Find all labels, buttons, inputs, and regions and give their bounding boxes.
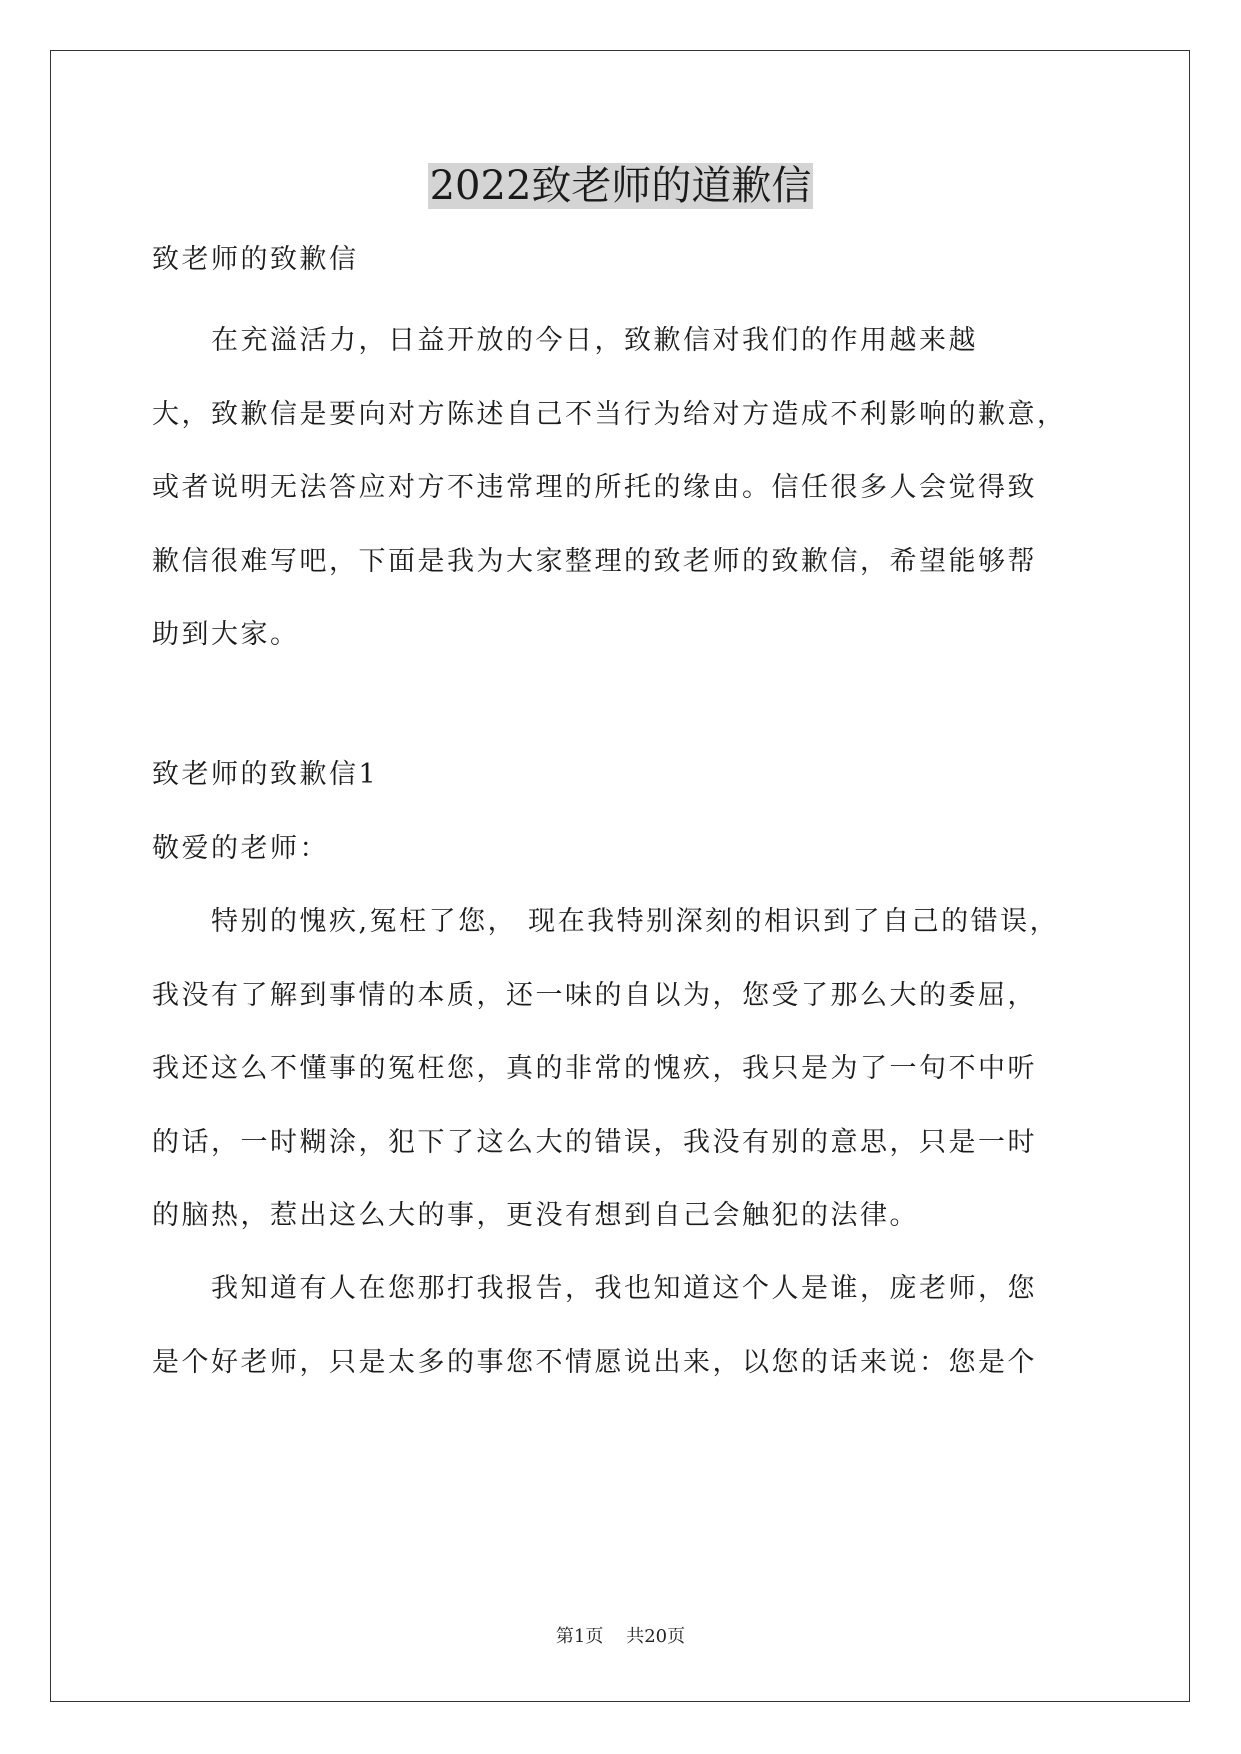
paragraph-line: 特别的愧疚,冤枉了您， 现在我特别深刻的相识到了自己的错误， <box>152 906 1060 937</box>
page-title-text: 2022致老师的道歉信 <box>429 163 812 209</box>
section-heading: 致老师的致歉信1 <box>152 759 379 790</box>
paragraph-line: 我还这么不懂事的冤枉您，真的非常的愧疚，我只是为了一句不中听 <box>152 1053 1037 1084</box>
page-number: 第1页 共20页 <box>555 1626 686 1647</box>
paragraph-line: 大，致歉信是要向对方陈述自己不当行为给对方造成不利影响的歉意， <box>152 399 1067 430</box>
paragraph-line: 或者说明无法答应对方不违常理的所托的缘由。信任很多人会觉得致 <box>152 472 1037 503</box>
page-footer <box>0 1625 1241 1649</box>
paragraph-line: 在充溢活力，日益开放的今日，致歉信对我们的作用越来越 <box>152 325 978 356</box>
page-border <box>50 50 1190 1702</box>
page-title <box>0 158 1241 214</box>
salutation: 敬爱的老师： <box>152 833 329 864</box>
intro-heading: 致老师的致歉信 <box>152 244 359 275</box>
paragraph-line: 我没有了解到事情的本质，还一味的自以为，您受了那么大的委屈， <box>152 980 1037 1011</box>
paragraph-line: 的脑热，惹出这么大的事，更没有想到自己会触犯的法律。 <box>152 1200 919 1231</box>
paragraph-line: 歉信很难写吧，下面是我为大家整理的致老师的致歉信，希望能够帮 <box>152 546 1037 577</box>
paragraph-line: 是个好老师，只是太多的事您不情愿说出来，以您的话来说：您是个 <box>152 1347 1037 1378</box>
paragraph-line: 助到大家。 <box>152 619 300 650</box>
paragraph-line: 我知道有人在您那打我报告，我也知道这个人是谁，庞老师，您 <box>152 1273 1037 1304</box>
paragraph-line: 的话，一时糊涂，犯下了这么大的错误，我没有别的意思，只是一时 <box>152 1127 1037 1158</box>
